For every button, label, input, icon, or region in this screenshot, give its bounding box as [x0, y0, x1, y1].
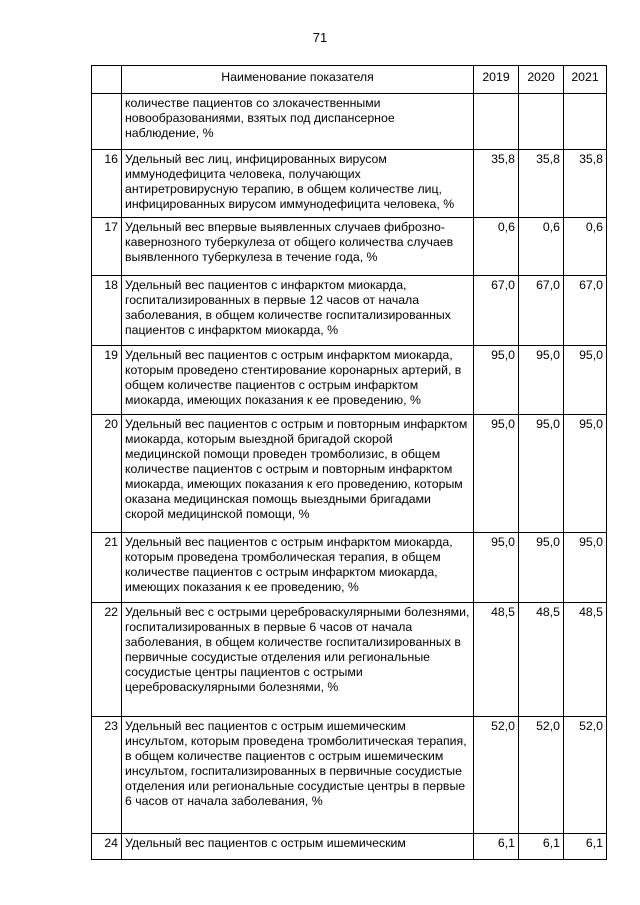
header-year-2019: 2019: [474, 66, 519, 94]
value-2019: 52,0: [474, 717, 519, 834]
value-2020: 6,1: [519, 834, 564, 860]
indicator-name: количестве пациентов со злокачественными новообразованиями, взятых под диспансерное наблюдение, %: [122, 94, 474, 150]
value-2021: 95,0: [564, 533, 607, 603]
value-2019: 48,5: [474, 603, 519, 717]
table-row: [92, 834, 607, 860]
indicator-name: Удельный вес лиц, инфицированных вирусом иммунодефицита человека, получающих антиретровирусную терапию, в общем количестве лиц, инфицированных вирусом иммунодефицита человека, %: [122, 150, 474, 218]
value-2020: 48,5: [519, 603, 564, 717]
value-2021: 35,8: [564, 150, 607, 218]
value-2020: [519, 94, 564, 150]
value-2019: 67,0: [474, 276, 519, 346]
value-2019: 35,8: [474, 150, 519, 218]
value-2021: 48,5: [564, 603, 607, 717]
row-number: 23: [92, 717, 122, 834]
value-2020: 35,8: [519, 150, 564, 218]
table-row: [92, 346, 607, 415]
value-2020: 0,6: [519, 218, 564, 276]
row-number: 22: [92, 603, 122, 717]
value-2019: 0,6: [474, 218, 519, 276]
value-2020: 95,0: [519, 533, 564, 603]
header-year-2021: 2021: [564, 66, 607, 94]
table-row: [92, 533, 607, 603]
header-indicator-name: Наименование показателя: [122, 66, 474, 94]
table-header-row: [92, 66, 607, 94]
page-number: 71: [312, 30, 328, 45]
indicator-name: Удельный вес впервые выявленных случаев фиброзно-кавернозного туберкулеза от общего количества случаев выявленного туберкулеза в течение года, %: [122, 218, 474, 276]
value-2021: 67,0: [564, 276, 607, 346]
header-year-2020: 2020: [519, 66, 564, 94]
table-row: [92, 150, 607, 218]
value-2021: 95,0: [564, 346, 607, 415]
value-2019: 95,0: [474, 415, 519, 533]
table-row: [92, 218, 607, 276]
indicator-name: Удельный вес с острыми цереброваскулярными болезнями, госпитализированных в первые 6 часов от начала заболевания, в общем количестве госпитализированных в первичные сосудистые отделения или региональные сосудистые центры пациентов с острыми цереброваскулярными болезнями, %: [122, 603, 474, 717]
value-2020: 67,0: [519, 276, 564, 346]
value-2021: 0,6: [564, 218, 607, 276]
row-number: 17: [92, 218, 122, 276]
value-2019: 95,0: [474, 533, 519, 603]
indicator-name: Удельный вес пациентов с острым и повторным инфарктом миокарда, которым выездной бригадой скорой медицинской помощи проведен тромболизис, в общем количестве пациентов с острым и повторным инфарктом миокарда, имеющих показания к его проведению, которым оказана медицинская помощь выездными бригадами скорой медицинской помощи, %: [122, 415, 474, 533]
value-2019: 95,0: [474, 346, 519, 415]
row-number: 16: [92, 150, 122, 218]
indicator-name: Удельный вес пациентов с инфарктом миокарда, госпитализированных в первые 12 часов от начала заболевания, в общем количестве госпитализированных пациентов с инфарктом миокарда, %: [122, 276, 474, 346]
table-row: [92, 717, 607, 834]
value-2020: 52,0: [519, 717, 564, 834]
row-number: 18: [92, 276, 122, 346]
value-2020: 95,0: [519, 415, 564, 533]
value-2021: [564, 94, 607, 150]
row-number: 24: [92, 834, 122, 860]
value-2019: [474, 94, 519, 150]
indicator-name: Удельный вес пациентов с острым инфарктом миокарда, которым проведено стентирование коронарных артерий, в общем количестве пациентов с острым инфарктом миокарда, имеющих показания к ее проведению, %: [122, 346, 474, 415]
indicators-table: [91, 65, 607, 860]
table-row: [92, 276, 607, 346]
value-2021: 95,0: [564, 415, 607, 533]
table-row: [92, 415, 607, 533]
table-row: [92, 94, 607, 150]
row-number: [92, 94, 122, 150]
value-2019: 6,1: [474, 834, 519, 860]
table-row: [92, 603, 607, 717]
header-number: [92, 66, 122, 94]
value-2021: 52,0: [564, 717, 607, 834]
row-number: 21: [92, 533, 122, 603]
value-2020: 95,0: [519, 346, 564, 415]
row-number: 19: [92, 346, 122, 415]
value-2021: 6,1: [564, 834, 607, 860]
indicator-name: Удельный вес пациентов с острым ишемическим: [122, 834, 474, 860]
row-number: 20: [92, 415, 122, 533]
indicator-name: Удельный вес пациентов с острым ишемическим инсультом, которым проведена тромболитическая терапия, в общем количестве пациентов с острым ишемическим инсультом, госпитализированных в первичные сосудистые отделения или региональные сосудистые центры в первые 6 часов от начала заболевания, %: [122, 717, 474, 834]
indicator-name: Удельный вес пациентов с острым инфарктом миокарда, которым проведена тромболическая терапия, в общем количестве пациентов с острым инфарктом миокарда, имеющих показания к ее проведению, %: [122, 533, 474, 603]
